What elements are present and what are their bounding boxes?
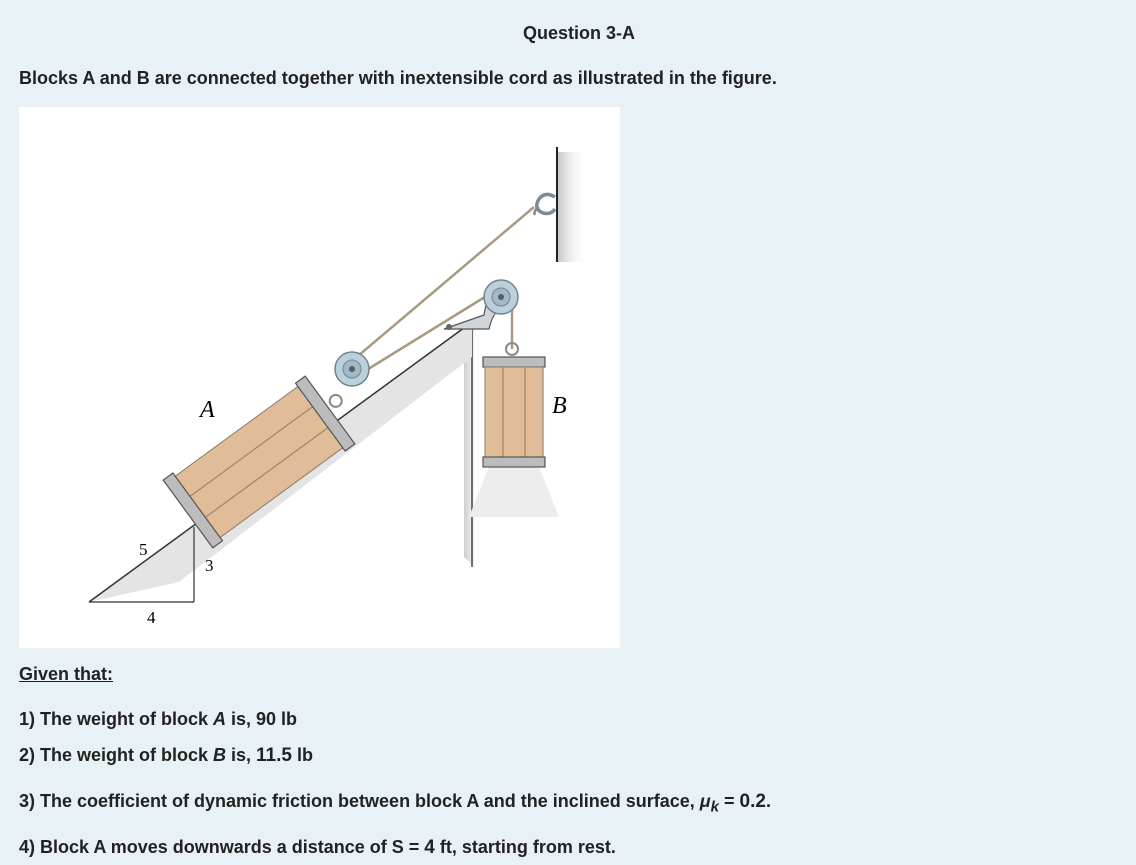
block-a-pulley-icon [335, 352, 369, 386]
incline-pulley-diagram [19, 107, 620, 648]
given-item-1: 1) The weight of block A is, 90 lb [19, 709, 298, 729]
given-item-4: 4) Block A moves downwards a distance of S = 4 ft, starting from rest. [19, 837, 616, 858]
top-pulley-icon [484, 280, 518, 314]
given-item-2: 2) The weight of block B is, 11.5 lb [19, 745, 313, 766]
question-title: Question 3-A [522, 23, 635, 43]
block-a-label: A [200, 397, 215, 423]
slope-label-rise: 3 [205, 556, 214, 575]
problem-figure [19, 107, 620, 648]
block-b-label: B [552, 393, 567, 419]
block-b [469, 343, 559, 517]
wall-hook-icon [535, 194, 556, 215]
given-heading: Given that: [19, 664, 114, 684]
slope-label-hyp: 5 [139, 540, 148, 559]
problem-intro: Blocks A and B are connected together with inextensible cord as illustrated in the figure. [19, 68, 777, 88]
wall-shadow [558, 152, 588, 262]
slope-label-run: 4 [147, 608, 156, 627]
given-item-3: 3) The coefficient of dynamic friction between block A and the inclined surface, $\mu_k = 0.2$. [19, 791, 771, 816]
